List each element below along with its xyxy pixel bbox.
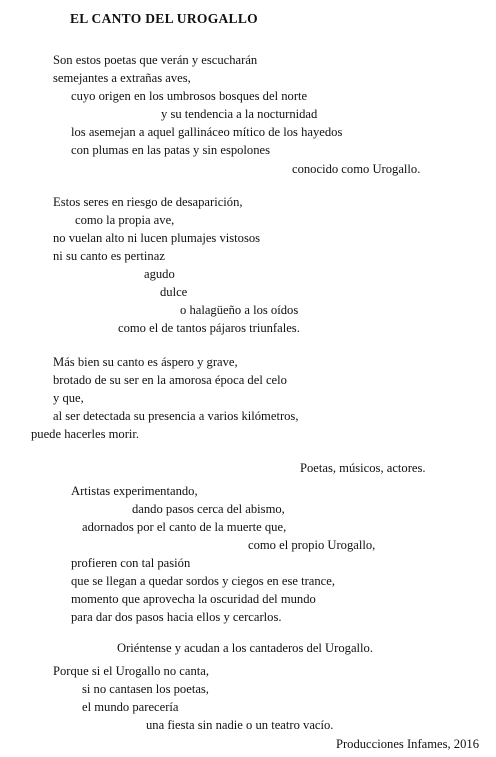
poem-line: semejantes a extrañas aves, [53,71,191,85]
poem-line: al ser detectada su presencia a varios kilómetros, [53,409,299,423]
poem-line: momento que aprovecha la oscuridad del mundo [71,592,316,606]
poem-line: como la propia ave, [75,213,175,227]
poem-line: Estos seres en riesgo de desaparición, [53,195,243,209]
poem-line: como el propio Urogallo, [248,538,376,552]
poem-line: agudo [144,267,175,281]
poem-line: profieren con tal pasión [71,556,191,570]
poem-line: para dar dos pasos hacia ellos y cercarlos. [71,610,282,624]
poem-line: adornados por el canto de la muerte que, [82,520,287,534]
poem-line: Más bien su canto es áspero y grave, [53,355,238,369]
poem-line: puede hacerles morir. [31,427,140,441]
poem-line: el mundo parecería [82,700,179,714]
poem-line: ni su canto es pertinaz [53,249,165,263]
poem-line: y su tendencia a la nocturnidad [161,107,318,121]
poem-line: conocido como Urogallo. [292,162,421,176]
poem-line: cuyo origen en los umbrosos bosques del norte [71,89,308,103]
publisher-credit: Producciones Infames, 2016 [335,737,479,751]
poem-title: EL CANTO DEL UROGALLO [70,11,258,26]
poem-line: que se llegan a quedar sordos y ciegos en ese trance, [71,574,336,588]
poem-line: una fiesta sin nadie o un teatro vacío. [146,718,334,732]
poem-line: Poetas, músicos, actores. [300,461,426,475]
poem-line: los asemejan a aquel gallináceo mítico de los hayedos [71,125,343,139]
poem-line: Porque si el Urogallo no canta, [53,664,209,678]
poem-line: o halagüeño a los oídos [180,303,299,317]
poem-line: Artistas experimentando, [71,484,198,498]
poem-line: si no cantasen los poetas, [82,682,209,696]
poem-line: y que, [53,391,84,405]
poem-line: dulce [160,285,188,299]
poem-line: como el de tantos pájaros triunfales. [118,321,300,335]
poem-line: Oriéntense y acudan a los cantaderos del Urogallo. [117,641,373,655]
poem-line: brotado de su ser en la amorosa época del celo [53,373,287,387]
poem-line: no vuelan alto ni lucen plumajes vistosos [53,231,261,245]
poem-line: Son estos poetas que verán y escucharán [53,53,258,67]
poem-line: dando pasos cerca del abismo, [132,502,285,516]
poem-line: con plumas en las patas y sin espolones [71,143,271,157]
